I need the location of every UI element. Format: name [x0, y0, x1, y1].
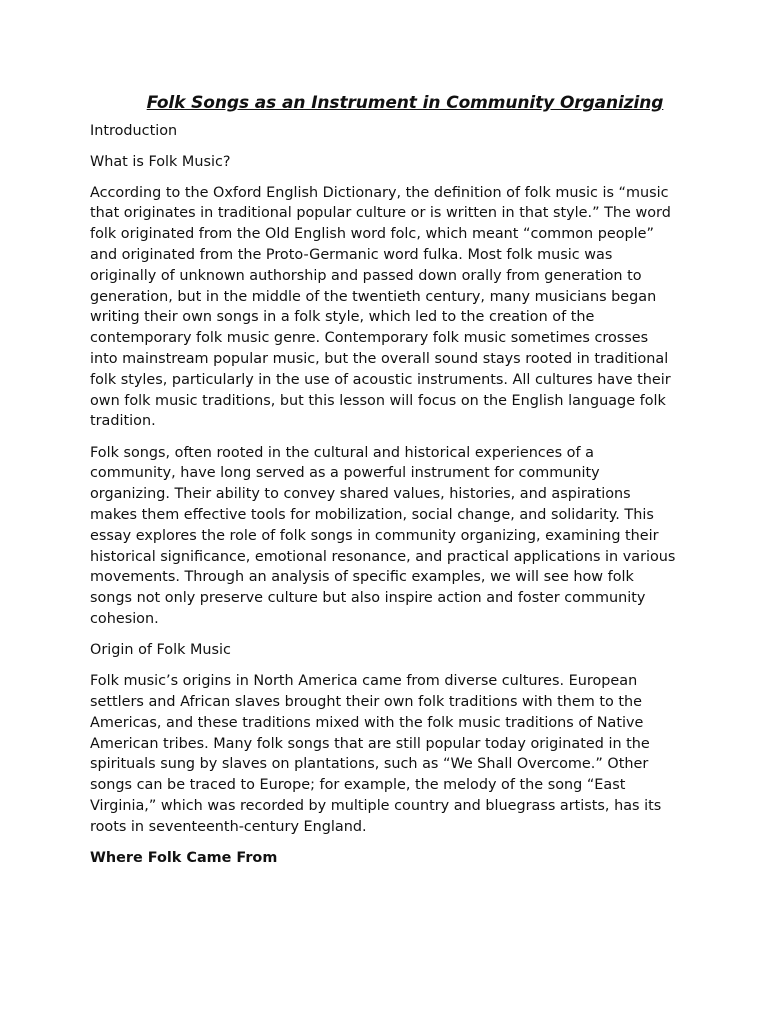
section-heading-where-folk-came-from: Where Folk Came From	[90, 850, 278, 866]
paragraph-community-organizing: Folk songs, often rooted in the cultural and historical experiences of a community, have long served as a powerful instrument for community organizing. Their ability to convey shared values, histories, and aspirations makes them effective tools for mobilization, social change, and solidarity. This essay explores the role of folk songs in community organizing, examining their historical significance, emotional resonance, and practical applications in various movements. Through an analysis of specific examples, we will see how folk songs not only preserve culture but also inspire action and foster community cohesion.	[90, 444, 676, 628]
paragraph-definition: According to the Oxford English Dictionary, the definition of folk music is “music that originates in traditional popular culture or is written in that style.” The word folk originated from the Old English word folc, which meant “common people” and originated from the Proto-Germanic word fulka. Most folk music was originally of unknown authorship and passed down orally from generation to generation, but in the middle of the twentieth century, many musicians began writing their own songs in a folk style, which led to the creation of the contemporary folk music genre. Contemporary folk music sometimes crosses into mainstream popular music, but the overall sound stays rooted in traditional folk styles, particularly in the use of acoustic instruments. All cultures have their own folk music traditions, but this lesson will focus on the English language folk tradition.	[90, 184, 671, 430]
section-heading-what-is-folk-music: What is Folk Music?	[90, 153, 231, 170]
paragraph-origin: Folk music’s origins in North America came from diverse cultures. European settlers and African slaves brought their own folk traditions with them to the Americas, and these traditions mixed with the folk music traditions of Native American tribes. Many folk songs that are still popular today originated in the spirituals sung by slaves on plantations, such as “We Shall Overcome.” Other songs can be traced to Europe; for example, the melody of the song “East Virginia,” which was recorded by multiple country and bluegrass artists, has its roots in seventeenth-century England.	[90, 673, 662, 835]
section-heading-origin: Origin of Folk Music	[90, 642, 231, 659]
document-title: Folk Songs as an Instrument in Community Organizing	[146, 93, 664, 113]
section-heading-introduction: Introduction	[90, 123, 178, 139]
document-page	[90, 90, 680, 879]
